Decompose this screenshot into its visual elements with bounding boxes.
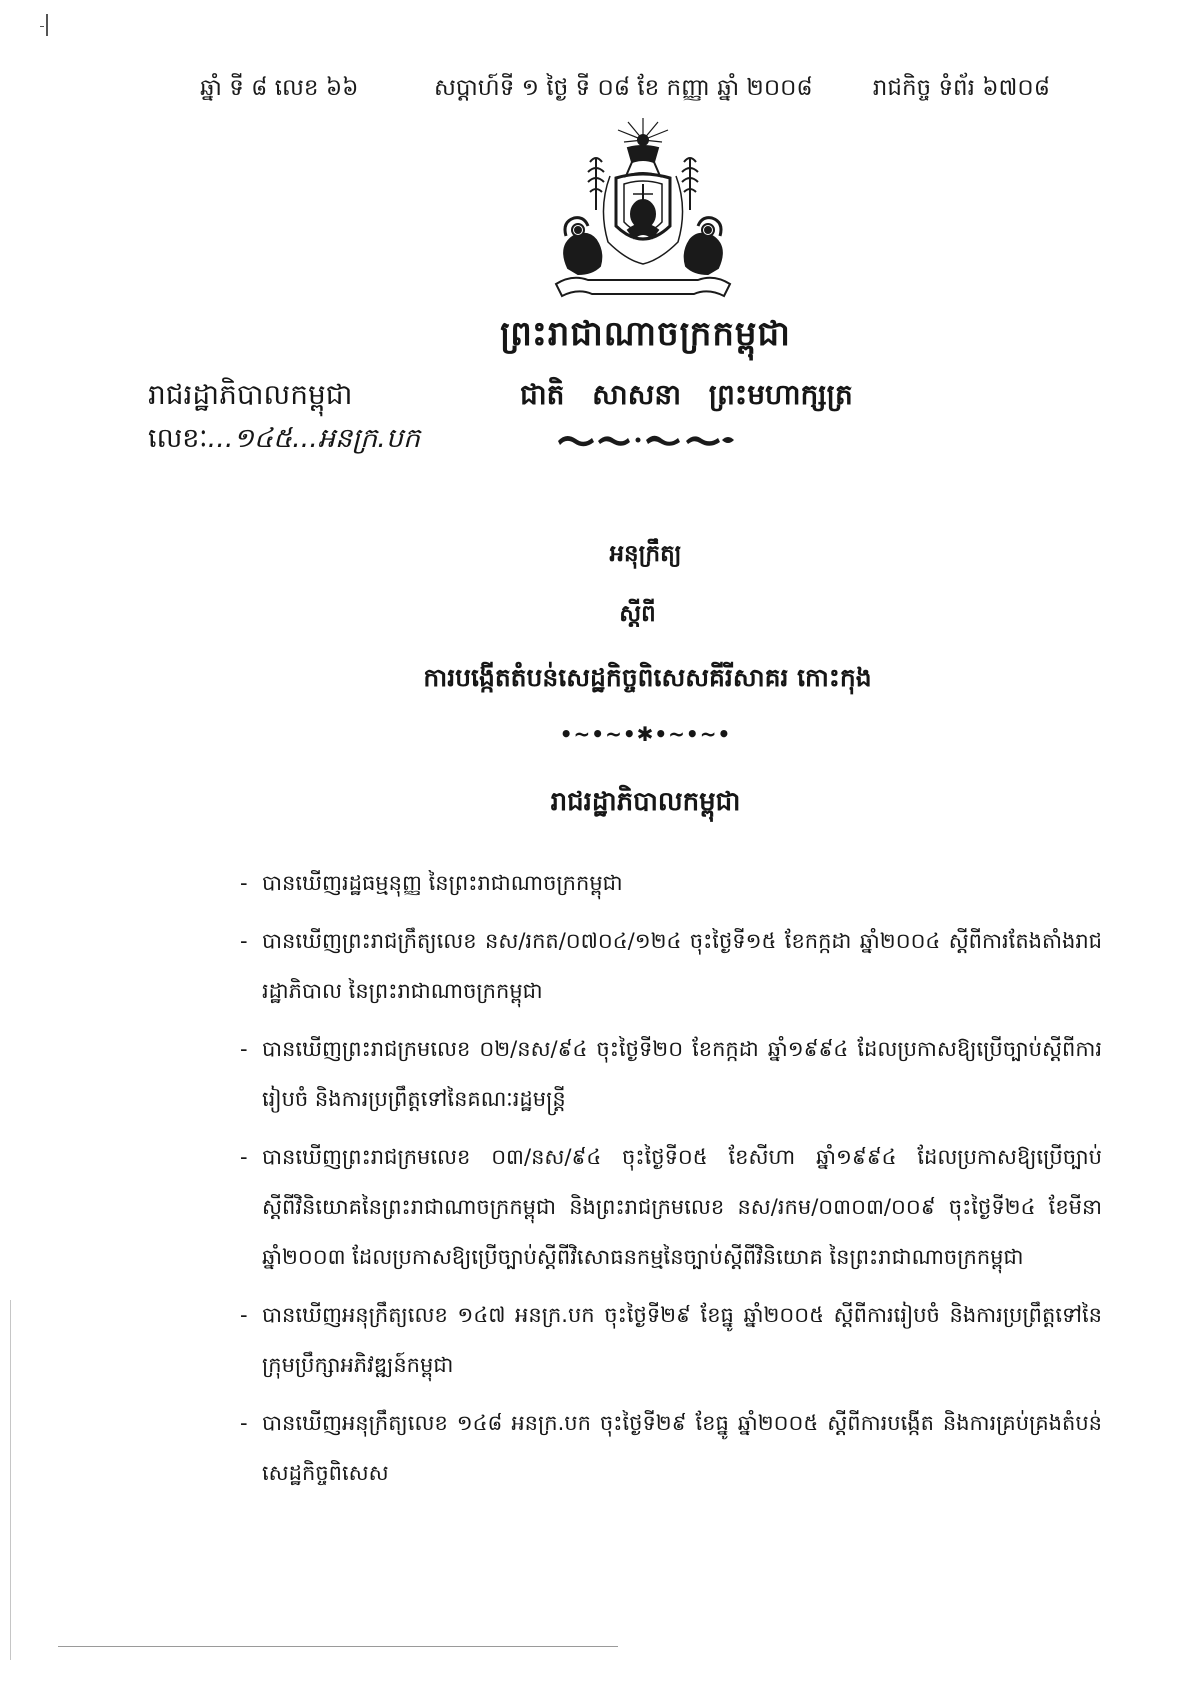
reference-label: លេខៈ [148, 423, 208, 454]
recital-text: បានឃើញព្រះរាជក្រមលេខ ០២/នស/៩៤ ចុះថ្ងៃទី២០ ខែកក្កដា ឆ្នាំ១៩៩៤ ដែលប្រកាសឱ្យប្រើច្បាប់ស្តីពីការរៀបចំ និងការប្រព្រឹត្តទៅនៃគណៈរដ្ឋមន្ត្រី [262, 1037, 1102, 1111]
recital-text: បានឃើញព្រះរាជក្រមលេខ ០៣/នស/៩៤ ចុះថ្ងៃទី០៥ ខែសីហា ឆ្នាំ១៩៩៤ ដែលប្រកាសឱ្យប្រើច្បាប់ស្តីពីវិនិយោគនៃព្រះរាជាណាចក្រកម្ពុជា និងព្រះរាជក្រមលេខ នស/រកម/០៣០៣/០០៩ ចុះថ្ងៃទី២៤ ខែមីនា ឆ្នាំ២០០៣ ដែលប្រកាសឱ្យប្រើច្បាប់ស្តីពីវិសោធនកម្មនៃច្បាប់ស្តីពីវិនិយោគ នៃព្រះរាជាណាចក្រកម្ពុជា [262, 1145, 1102, 1269]
recital-text: បានឃើញអនុក្រឹត្យលេខ ១៤៨ អនក្រ.បក ចុះថ្ងៃទី២៩ ខែធ្នូ ឆ្នាំ២០០៥ ស្តីពីការបង្កើត និងការគ្រប់គ្រងតំបន់សេដ្ឋកិច្ចពិសេស [262, 1411, 1102, 1485]
gazette-page-number: រាជកិច្ច ទំព័រ ៦៧០៨ [872, 75, 1050, 101]
document-type: អនុក្រឹត្យ [609, 541, 682, 567]
issuing-authority: រាជរដ្ឋាភិបាលកម្ពុជា [148, 378, 353, 411]
gazette-date: សប្តាហ៍ទី ១ ថ្ងៃ ទី ០៨ ខែ កញ្ញា ឆ្នាំ ២០០៨ [434, 75, 813, 101]
scan-artifact-edge [58, 1646, 618, 1647]
kingdom-title: ព្រះរាជាណាចក្រកម្ពុជា [500, 314, 791, 354]
recital-text: បានឃើញអនុក្រឹត្យលេខ ១៤៧ អនក្រ.បក ចុះថ្ងៃទី២៩ ខែធ្នូ ឆ្នាំ២០០៥ ស្តីពីការរៀបចំ និងការប្រព្រឹត្តទៅនៃក្រុមប្រឹក្សាអភិវឌ្ឍន៍កម្ពុជា [262, 1303, 1102, 1377]
recital-bullet: - [240, 1037, 248, 1061]
recital-bullet: - [240, 1411, 248, 1435]
motto-ornament-icon [550, 428, 740, 450]
recital-item [240, 1398, 1102, 1498]
scan-artifact-mark [46, 14, 48, 36]
issuing-body-heading: រាជរដ្ឋាភិបាលកម្ពុជា [550, 787, 741, 817]
preamble-list [240, 858, 1102, 1506]
reference-handwritten: ...១៤៥...អនក្រ.បក [207, 423, 421, 454]
reference-number [148, 422, 420, 461]
about-label: ស្តីពី [619, 601, 656, 627]
royal-coat-of-arms-icon [548, 118, 738, 300]
scan-artifact-edge [10, 1300, 11, 1660]
recital-item [240, 858, 1102, 908]
gazette-header [200, 74, 1050, 114]
recital-bullet: - [240, 1303, 248, 1327]
recital-item [240, 916, 1102, 1016]
decree-subject: ការបង្កើតតំបន់សេដ្ឋកិច្ចពិសេសគីរីសាគរ កោះកុង [423, 663, 872, 692]
gazette-issue-number: ឆ្នាំ ទី ៨ លេខ ៦៦ [200, 75, 359, 101]
recital-item [240, 1132, 1102, 1282]
recital-bullet: - [240, 929, 248, 953]
section-divider-ornament: •~•~•✱•~•~• [559, 722, 732, 746]
recital-item [240, 1024, 1102, 1124]
recital-text: បានឃើញព្រះរាជក្រឹត្យលេខ នស/រកត/០៧០៤/១២៤ ចុះថ្ងៃទី១៥ ខែកក្កដា ឆ្នាំ២០០៤ ស្តីពីការតែងតាំងរាជរដ្ឋាភិបាល នៃព្រះរាជាណាចក្រកម្ពុជា [262, 929, 1102, 1003]
recital-bullet: - [240, 1145, 248, 1169]
national-motto: ជាតិ សាសនា ព្រះមហាក្សត្រ [520, 378, 853, 411]
recital-item [240, 1290, 1102, 1390]
recital-bullet: - [240, 871, 248, 895]
scan-artifact-mark [40, 26, 44, 27]
recital-text: បានឃើញរដ្ឋធម្មនុញ្ញ នៃព្រះរាជាណាចក្រកម្ពុជា [262, 871, 623, 895]
